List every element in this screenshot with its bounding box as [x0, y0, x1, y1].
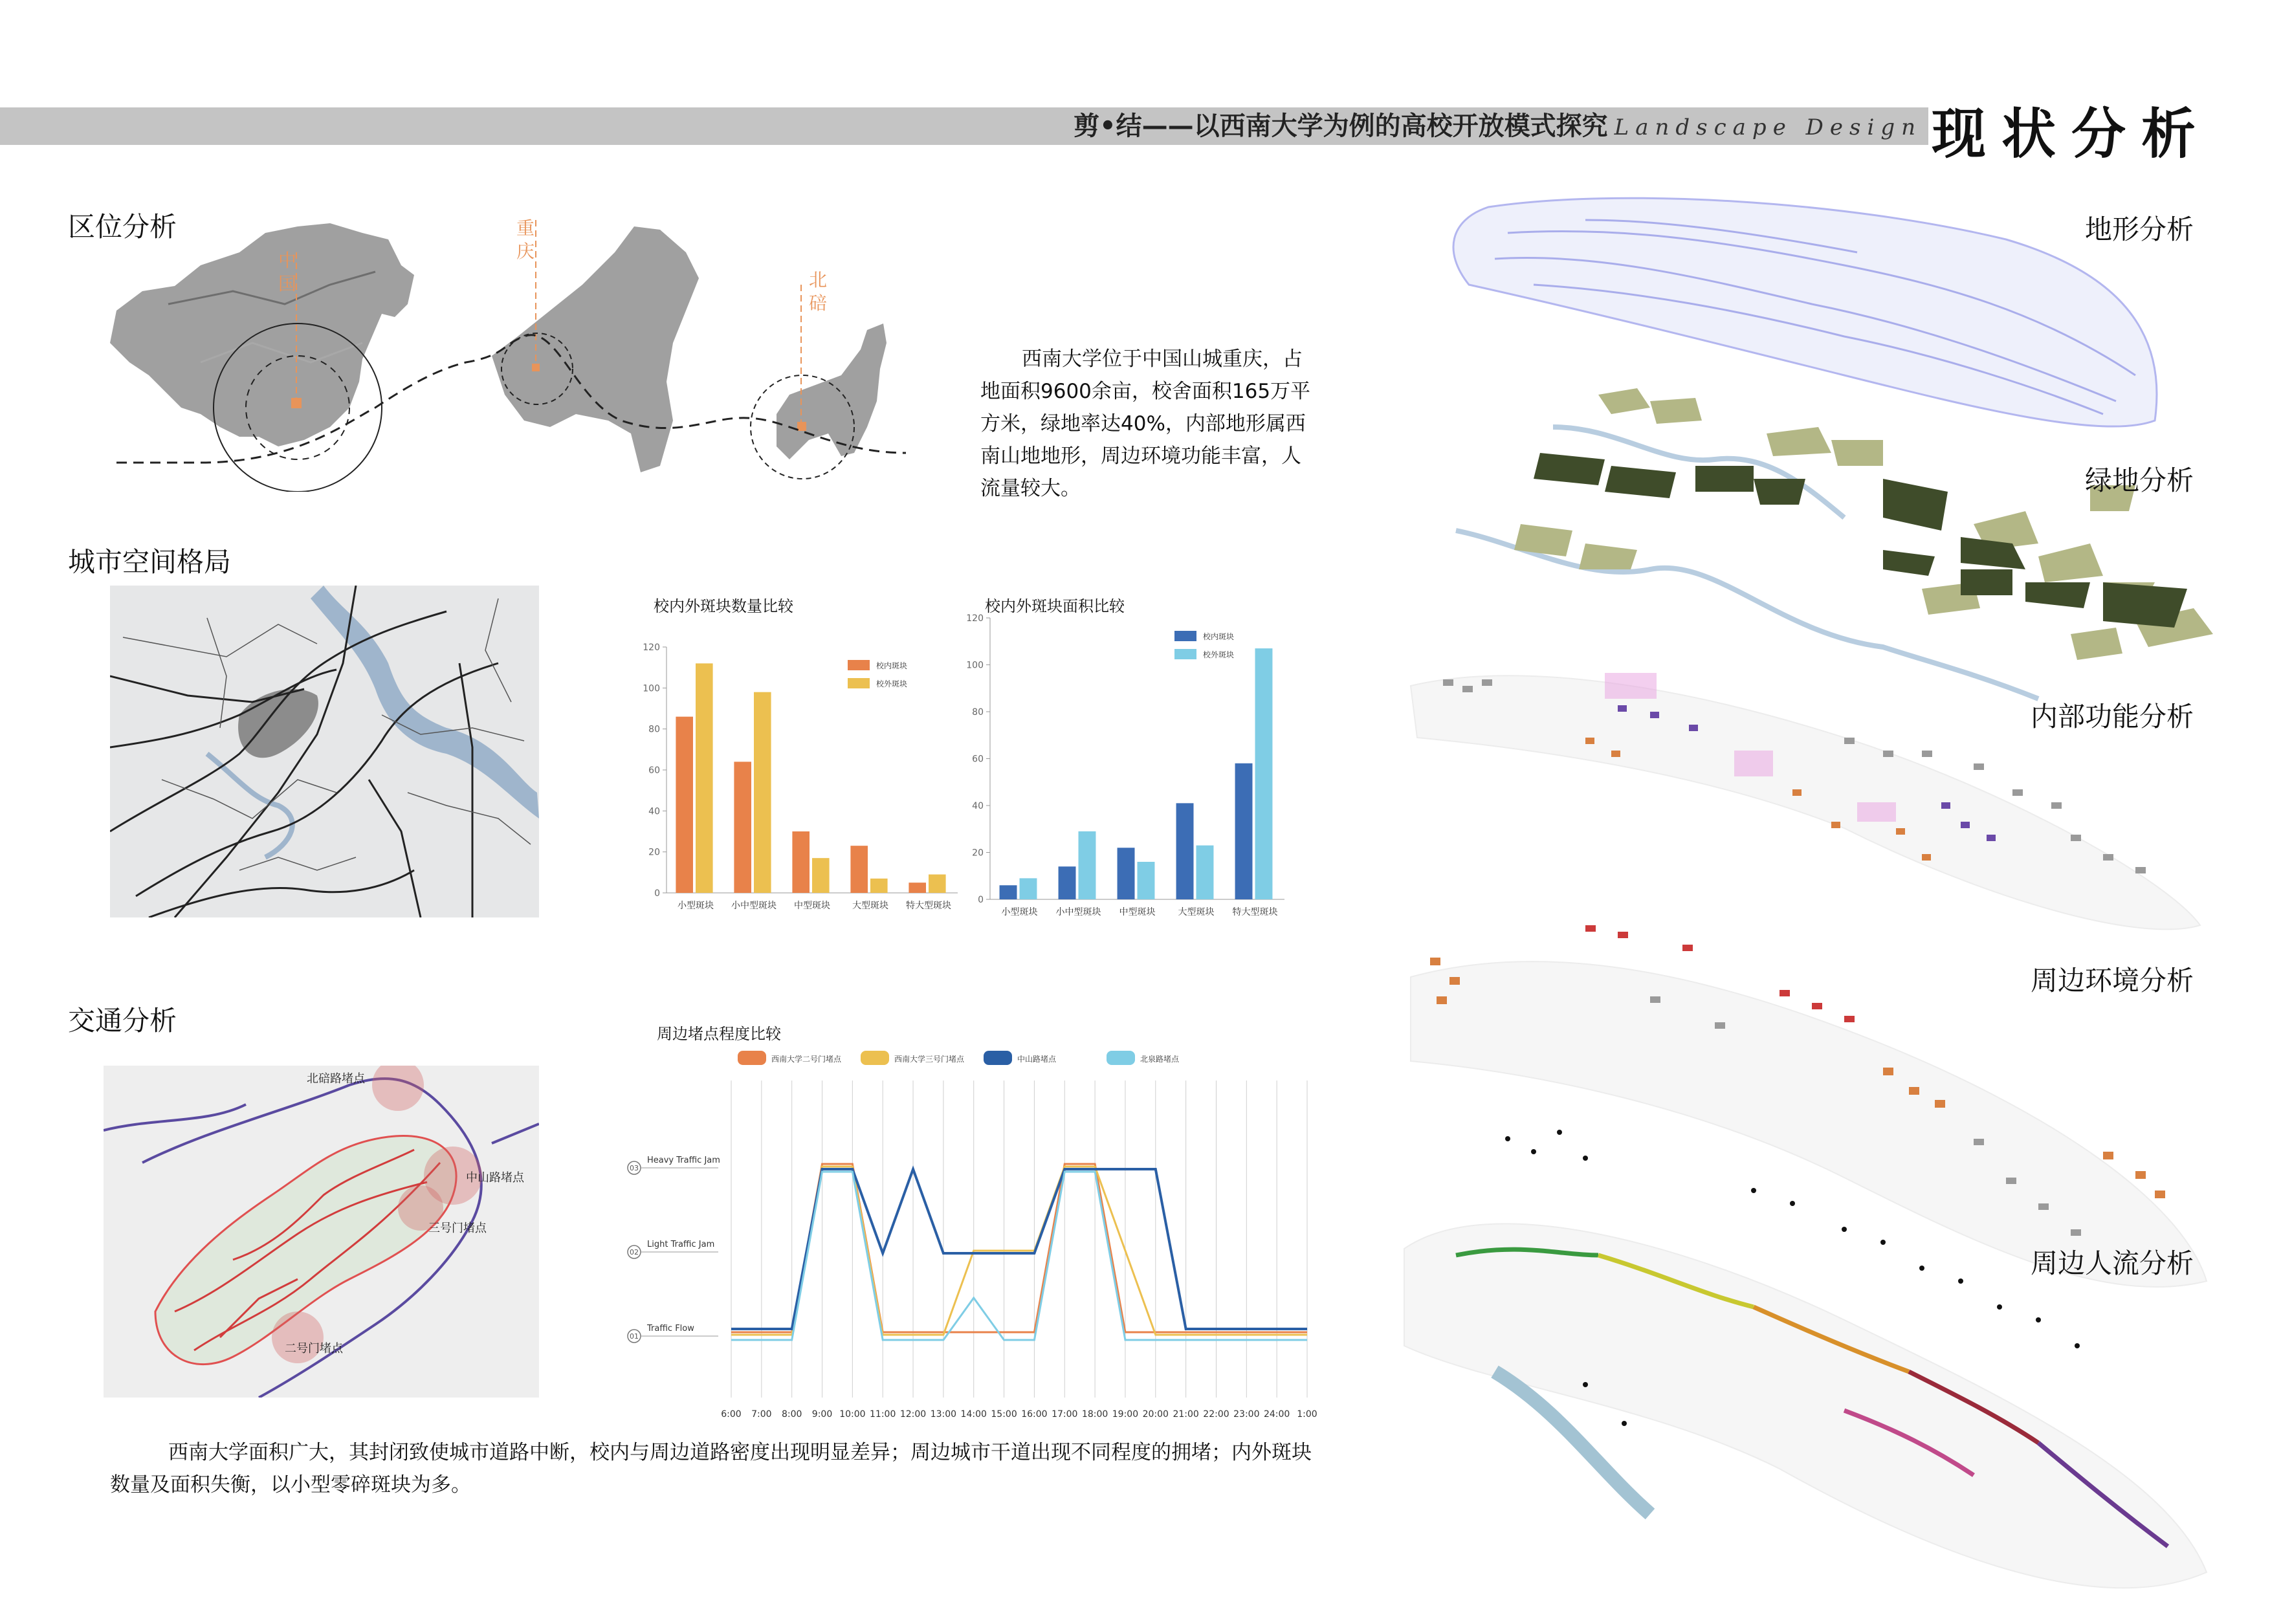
- bar-1-2: [812, 858, 830, 893]
- x-tick-label: 中型斑块: [794, 901, 830, 911]
- legend-label-2: 中山路堵点: [1017, 1055, 1057, 1064]
- bar-chart-area-title: 校内外斑块面积比较: [985, 597, 1125, 615]
- x-tick-label: 23:00: [1233, 1409, 1260, 1420]
- x-tick-label: 小型斑块: [1001, 907, 1038, 917]
- y-tick-label: 0: [978, 895, 984, 905]
- car-icon-3: [1107, 1051, 1135, 1065]
- x-tick-label: 1:00: [1297, 1409, 1317, 1420]
- bar-1-4: [1255, 648, 1273, 899]
- section-title-location: 区位分析: [68, 211, 177, 243]
- bar-0-2: [1118, 848, 1135, 899]
- legend-label-1: 校外斑块: [876, 679, 908, 688]
- location-description: 西南大学位于中国山城重庆，占地面积9600余亩，校舍面积165万平方米，绿地率达40%，内部地形属西南山地地形，周边环境功能丰富，人流量较大。: [980, 347, 1311, 500]
- traffic-label-gate2: 二号门堵点: [285, 1342, 343, 1355]
- x-tick-label: 11:00: [870, 1409, 896, 1420]
- map-label-china: 中国: [278, 250, 297, 294]
- bar-1-2: [1138, 862, 1155, 899]
- legend-swatch-1: [848, 678, 870, 688]
- page-title: 现状分析: [1932, 102, 2212, 166]
- x-tick-label: 18:00: [1081, 1409, 1108, 1420]
- label-green-analysis: 绿地分析: [2084, 465, 2194, 496]
- x-tick-label: 22:00: [1203, 1409, 1229, 1420]
- y-tick-label: 20: [648, 847, 660, 858]
- level-label: Light Traffic Jam: [647, 1240, 715, 1249]
- legend-label-3: 北泉路堵点: [1140, 1055, 1180, 1064]
- x-tick-label: 13:00: [930, 1409, 957, 1420]
- x-tick-label: 14:00: [960, 1409, 987, 1420]
- x-tick-label: 19:00: [1112, 1409, 1139, 1420]
- label-function-analysis: 内部功能分析: [2030, 701, 2194, 732]
- level-label: Heavy Traffic Jam: [647, 1156, 720, 1165]
- level-label: Traffic Flow: [647, 1324, 694, 1333]
- x-tick-label: 中型斑块: [1119, 907, 1156, 917]
- y-tick-label: 20: [972, 848, 984, 859]
- legend-swatch-0: [1174, 631, 1196, 641]
- x-tick-label: 24:00: [1263, 1409, 1290, 1420]
- bar-0-1: [734, 762, 751, 893]
- label-people-flow-analysis: 周边人流分析: [2030, 1247, 2194, 1279]
- bar-0-4: [909, 883, 926, 893]
- bar-chart-count-title: 校内外斑块数量比较: [654, 597, 793, 615]
- analysis-layer-stack: [1391, 181, 2270, 1624]
- section-title-urban: 城市空间格局: [68, 546, 232, 578]
- y-tick-label: 80: [972, 707, 984, 718]
- traffic-line-chart: [621, 1035, 1320, 1430]
- y-tick-label: 120: [643, 642, 660, 653]
- bar-1-1: [1079, 831, 1096, 899]
- green-space-layer: [1456, 388, 2213, 699]
- bar-0-4: [1235, 763, 1253, 899]
- bar-0-0: [676, 717, 693, 893]
- urban-structure-map: [110, 586, 539, 917]
- x-tick-label: 大型斑块: [852, 901, 888, 911]
- legend-swatch-1: [1174, 649, 1196, 659]
- china-map-shape: [110, 223, 414, 446]
- x-tick-label: 12:00: [899, 1409, 927, 1420]
- x-tick-label: 21:00: [1173, 1409, 1199, 1420]
- x-tick-label: 6:00: [721, 1409, 742, 1420]
- summary-text: 西南大学面积广大，其封闭致使城市道路中断，校内与周边道路密度出现明显差异；周边城市干道出现不同程度的拥堵；内外斑块数量及面积失衡，以小型零碎斑块为多。: [110, 1441, 1312, 1497]
- x-tick-label: 大型斑块: [1178, 907, 1215, 917]
- header-subtitle-en: Landscape Design: [1614, 115, 1922, 140]
- bar-0-2: [792, 831, 810, 893]
- legend-label-1: 西南大学三号门堵点: [894, 1055, 965, 1064]
- legend-swatch-0: [848, 660, 870, 670]
- level-number: 01: [630, 1332, 639, 1341]
- y-tick-label: 0: [654, 888, 660, 899]
- level-number: 02: [630, 1248, 639, 1256]
- label-terrain-analysis: 地形分析: [2084, 214, 2194, 245]
- traffic-label-gate3: 三号门堵点: [428, 1222, 487, 1235]
- legend-label-0: 校内斑块: [876, 661, 908, 670]
- y-tick-label: 40: [972, 801, 984, 811]
- header-subtitle-cn: 剪•结——以西南大学为例的高校开放模式探究: [1074, 111, 1608, 141]
- x-tick-label: 15:00: [991, 1409, 1017, 1420]
- bar-1-1: [754, 692, 771, 893]
- bar-0-0: [1000, 885, 1017, 899]
- bar-1-3: [1196, 846, 1214, 899]
- header-subtitle: [906, 109, 1922, 144]
- car-icon-2: [984, 1051, 1012, 1065]
- legend-label-0: 校内斑块: [1203, 632, 1235, 641]
- x-tick-label: 小中型斑块: [1055, 907, 1101, 917]
- map-label-chongqing: 重庆: [516, 217, 535, 262]
- car-icon-1: [861, 1051, 889, 1065]
- bar-chart-area: [942, 611, 1304, 925]
- bar-chart-count: [608, 628, 971, 925]
- x-tick-label: 9:00: [811, 1409, 833, 1420]
- legend-label-0: 西南大学二号门堵点: [771, 1055, 842, 1064]
- x-tick-label: 小型斑块: [678, 901, 714, 911]
- x-tick-label: 17:00: [1052, 1409, 1078, 1420]
- section-title-traffic: 交通分析: [68, 1005, 177, 1037]
- x-tick-label: 16:00: [1021, 1409, 1048, 1420]
- x-tick-label: 10:00: [839, 1409, 866, 1420]
- chongqing-map-shape: [492, 226, 699, 472]
- x-tick-label: 特大型斑块: [906, 901, 951, 911]
- level-number: 03: [630, 1164, 639, 1172]
- legend-label-1: 校外斑块: [1203, 650, 1235, 659]
- x-tick-label: 7:00: [751, 1409, 772, 1420]
- x-tick-label: 小中型斑块: [731, 901, 777, 911]
- bar-1-0: [1020, 878, 1037, 899]
- traffic-label-zhongshan: 中山路堵点: [466, 1171, 524, 1185]
- y-tick-label: 100: [643, 683, 660, 694]
- x-tick-label: 特大型斑块: [1232, 907, 1278, 917]
- y-tick-label: 80: [648, 724, 660, 735]
- y-tick-label: 40: [648, 806, 660, 817]
- y-tick-label: 60: [972, 754, 984, 765]
- y-tick-label: 100: [966, 660, 984, 671]
- series-line-3: [731, 1172, 1307, 1340]
- x-tick-label: 8:00: [781, 1409, 802, 1420]
- x-tick-label: 20:00: [1142, 1409, 1169, 1420]
- y-tick-label: 120: [966, 613, 984, 624]
- traffic-label-beibei: 北碚路堵点: [307, 1072, 365, 1086]
- bar-0-1: [1059, 866, 1076, 899]
- bar-1-3: [870, 879, 888, 893]
- car-icon-0: [738, 1051, 766, 1065]
- y-tick-label: 60: [648, 765, 660, 776]
- label-surrounding-analysis: 周边环境分析: [2030, 965, 2194, 996]
- line-chart-title: 周边堵点程度比较: [657, 1025, 781, 1043]
- bar-0-3: [850, 846, 868, 893]
- bar-1-0: [696, 663, 713, 893]
- beibei-map-shape: [777, 324, 887, 459]
- map-label-beibei: 北碚: [809, 269, 828, 314]
- bar-0-3: [1176, 803, 1194, 899]
